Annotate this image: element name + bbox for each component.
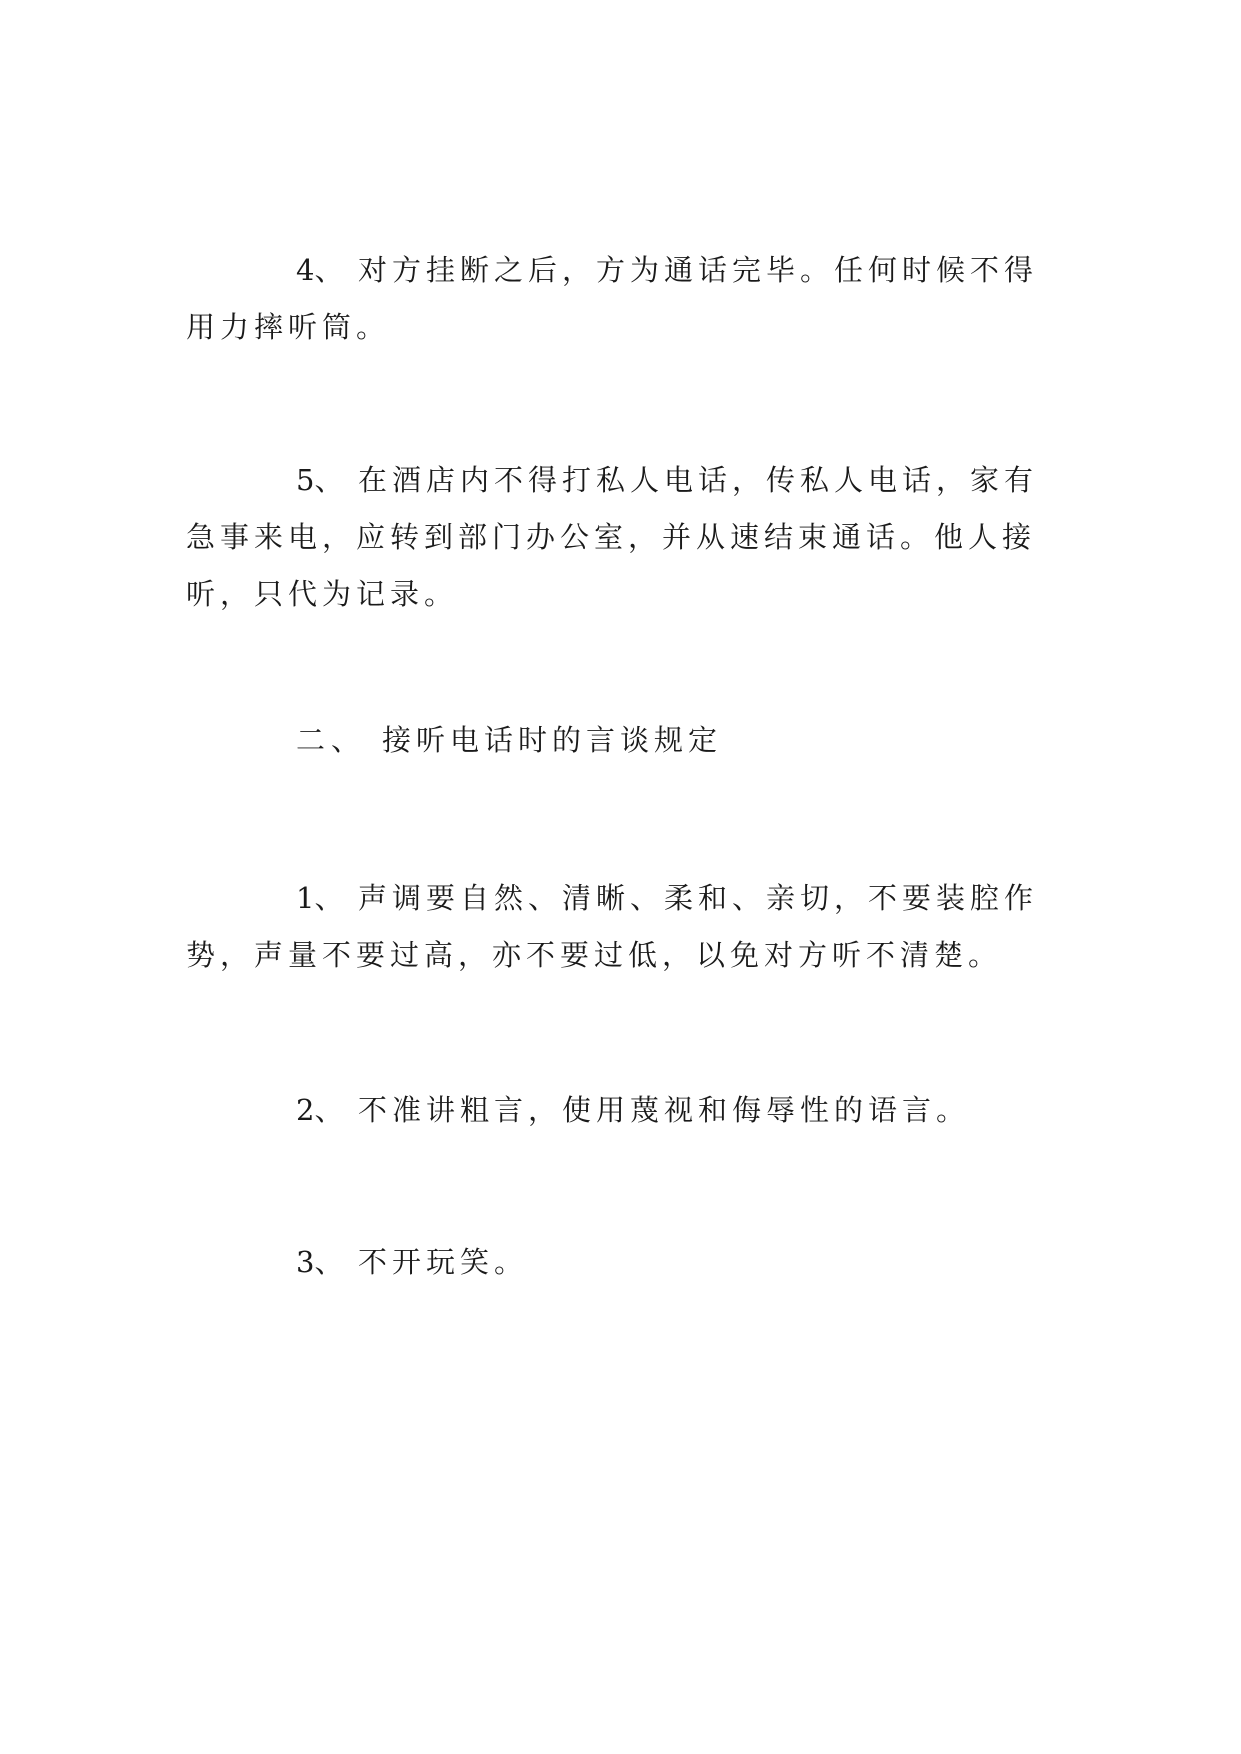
item-text: 在酒店内不得打私人电话，传私人电话，家有急事来电，应转到部门办公室，并从速结束通话。他人接听，只代为记录。: [186, 463, 1039, 611]
paragraph-item-4: [186, 242, 1056, 356]
rule-text: 不开玩笑。: [358, 1245, 529, 1279]
section-heading: [296, 712, 722, 769]
item-number: 4、: [296, 253, 344, 287]
paragraph-rule-3: [186, 1234, 1056, 1291]
section-number: 二、: [296, 723, 367, 757]
rule-number: 3、: [296, 1245, 344, 1279]
rule-text: 不准讲粗言，使用蔑视和侮辱性的语言。: [358, 1093, 971, 1127]
paragraph-rule-2: [186, 1082, 1056, 1139]
paragraph-item-5: [186, 452, 1056, 623]
item-number: 5、: [296, 463, 344, 497]
rule-number: 2、: [296, 1093, 344, 1127]
section-title: 接听电话时的言谈规定: [382, 723, 723, 757]
rule-text: 声调要自然、清晰、柔和、亲切，不要装腔作势，声量不要过高，亦不要过低，以免对方听不清楚。: [186, 881, 1039, 972]
paragraph-rule-1: [186, 870, 1056, 984]
item-text: 对方挂断之后，方为通话完毕。任何时候不得用力摔听筒。: [186, 253, 1039, 344]
rule-number: 1、: [296, 881, 344, 915]
